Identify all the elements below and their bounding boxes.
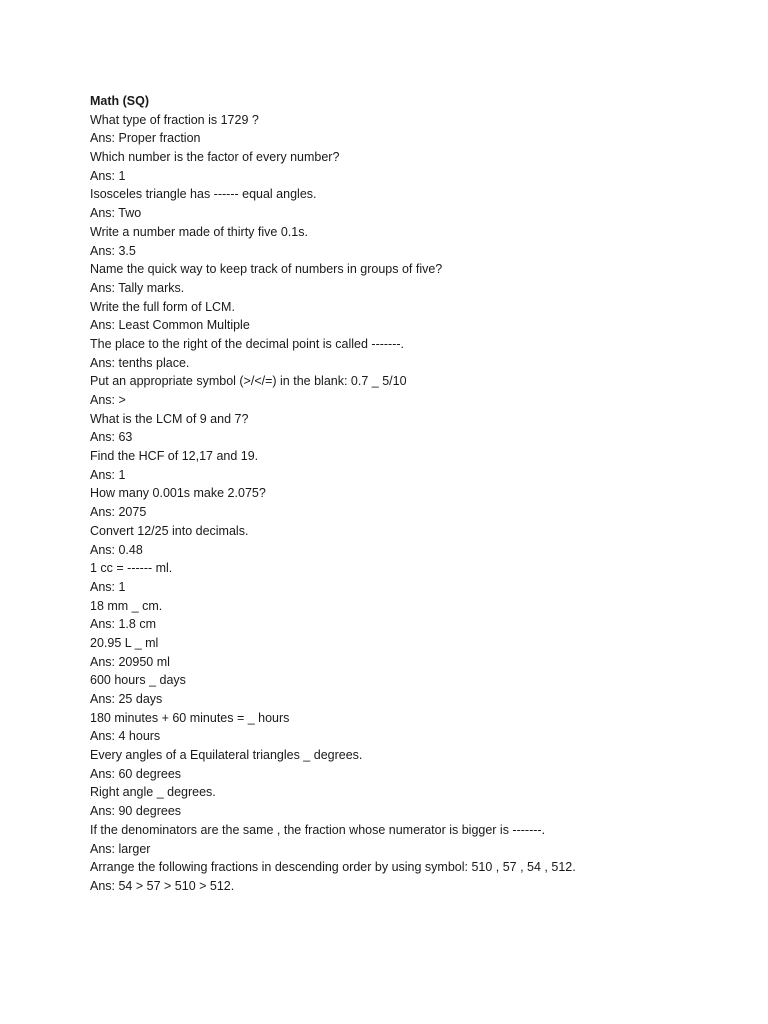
text-line: Isosceles triangle has ------ equal angles. bbox=[90, 187, 317, 202]
text-line: Ans: Proper fraction bbox=[90, 131, 201, 146]
text-line: Name the quick way to keep track of numbers in groups of five? bbox=[90, 262, 443, 277]
text-line: 600 hours _ days bbox=[90, 673, 186, 688]
text-line: Ans: 63 bbox=[90, 430, 133, 445]
text-line: Ans: 20950 ml bbox=[90, 654, 170, 669]
text-line: Right angle _ degrees. bbox=[90, 785, 216, 800]
text-line: Ans: 0.48 bbox=[90, 542, 143, 557]
text-line: Ans: 1 bbox=[90, 168, 126, 183]
text-line: Ans: 3.5 bbox=[90, 243, 136, 258]
text-line: How many 0.001s make 2.075? bbox=[90, 486, 266, 501]
text-line: Ans: > bbox=[90, 393, 126, 407]
text-line: Write a number made of thirty five 0.1s. bbox=[90, 224, 308, 239]
text-line: If the denominators are the same , the fraction whose numerator is bigger is -------. bbox=[90, 822, 546, 837]
text-line: Convert 12/25 into decimals. bbox=[90, 523, 249, 538]
text-line: Ans: 2075 bbox=[90, 505, 147, 520]
text-line: The place to the right of the decimal point is called -------. bbox=[90, 336, 405, 351]
text-line: Ans: 1.8 cm bbox=[90, 617, 156, 632]
text-line: 18 mm _ cm. bbox=[90, 598, 163, 613]
text-line: Ans: 1 bbox=[90, 579, 126, 594]
text-line: Ans: 1 bbox=[90, 467, 126, 482]
text-line: Ans: 90 degrees bbox=[90, 804, 182, 819]
text-line: 1 cc = ------ ml. bbox=[90, 561, 173, 576]
text-line: Find the HCF of 12,17 and 19. bbox=[90, 449, 259, 464]
text-line: What type of fraction is 1729 ? bbox=[90, 112, 259, 127]
text-line: Ans: larger bbox=[90, 841, 151, 856]
text-line: 20.95 L _ ml bbox=[90, 635, 159, 650]
text-line: Ans: Least Common Multiple bbox=[90, 318, 250, 333]
document-title: Math (SQ) bbox=[90, 94, 150, 108]
text-line: Ans: tenths place. bbox=[90, 355, 190, 370]
text-line: 180 minutes + 60 minutes = _ hours bbox=[90, 710, 290, 725]
text-line: Ans: Two bbox=[90, 206, 142, 221]
text-line: Put an appropriate symbol (>/</=) in the blank: 0.7 _ 5/10 bbox=[90, 374, 407, 389]
text-line: Ans: 25 days bbox=[90, 692, 163, 706]
qa-list bbox=[90, 111, 730, 896]
text-line: Write the full form of LCM. bbox=[90, 299, 235, 314]
document-body bbox=[90, 92, 730, 896]
text-line: Ans: 4 hours bbox=[90, 729, 161, 744]
text-line: Arrange the following fractions in descending order by using symbol: 510 , 57 , 54 , 512. bbox=[90, 860, 576, 875]
text-line: Ans: Tally marks. bbox=[90, 280, 185, 295]
text-line: Every angles of a Equilateral triangles _ degrees. bbox=[90, 748, 363, 763]
text-line: Ans: 54 > 57 > 510 > 512. bbox=[90, 878, 235, 893]
text-line: Which number is the factor of every number? bbox=[90, 150, 340, 165]
text-line: Ans: 60 degrees bbox=[90, 766, 182, 781]
text-line: What is the LCM of 9 and 7? bbox=[90, 411, 249, 426]
